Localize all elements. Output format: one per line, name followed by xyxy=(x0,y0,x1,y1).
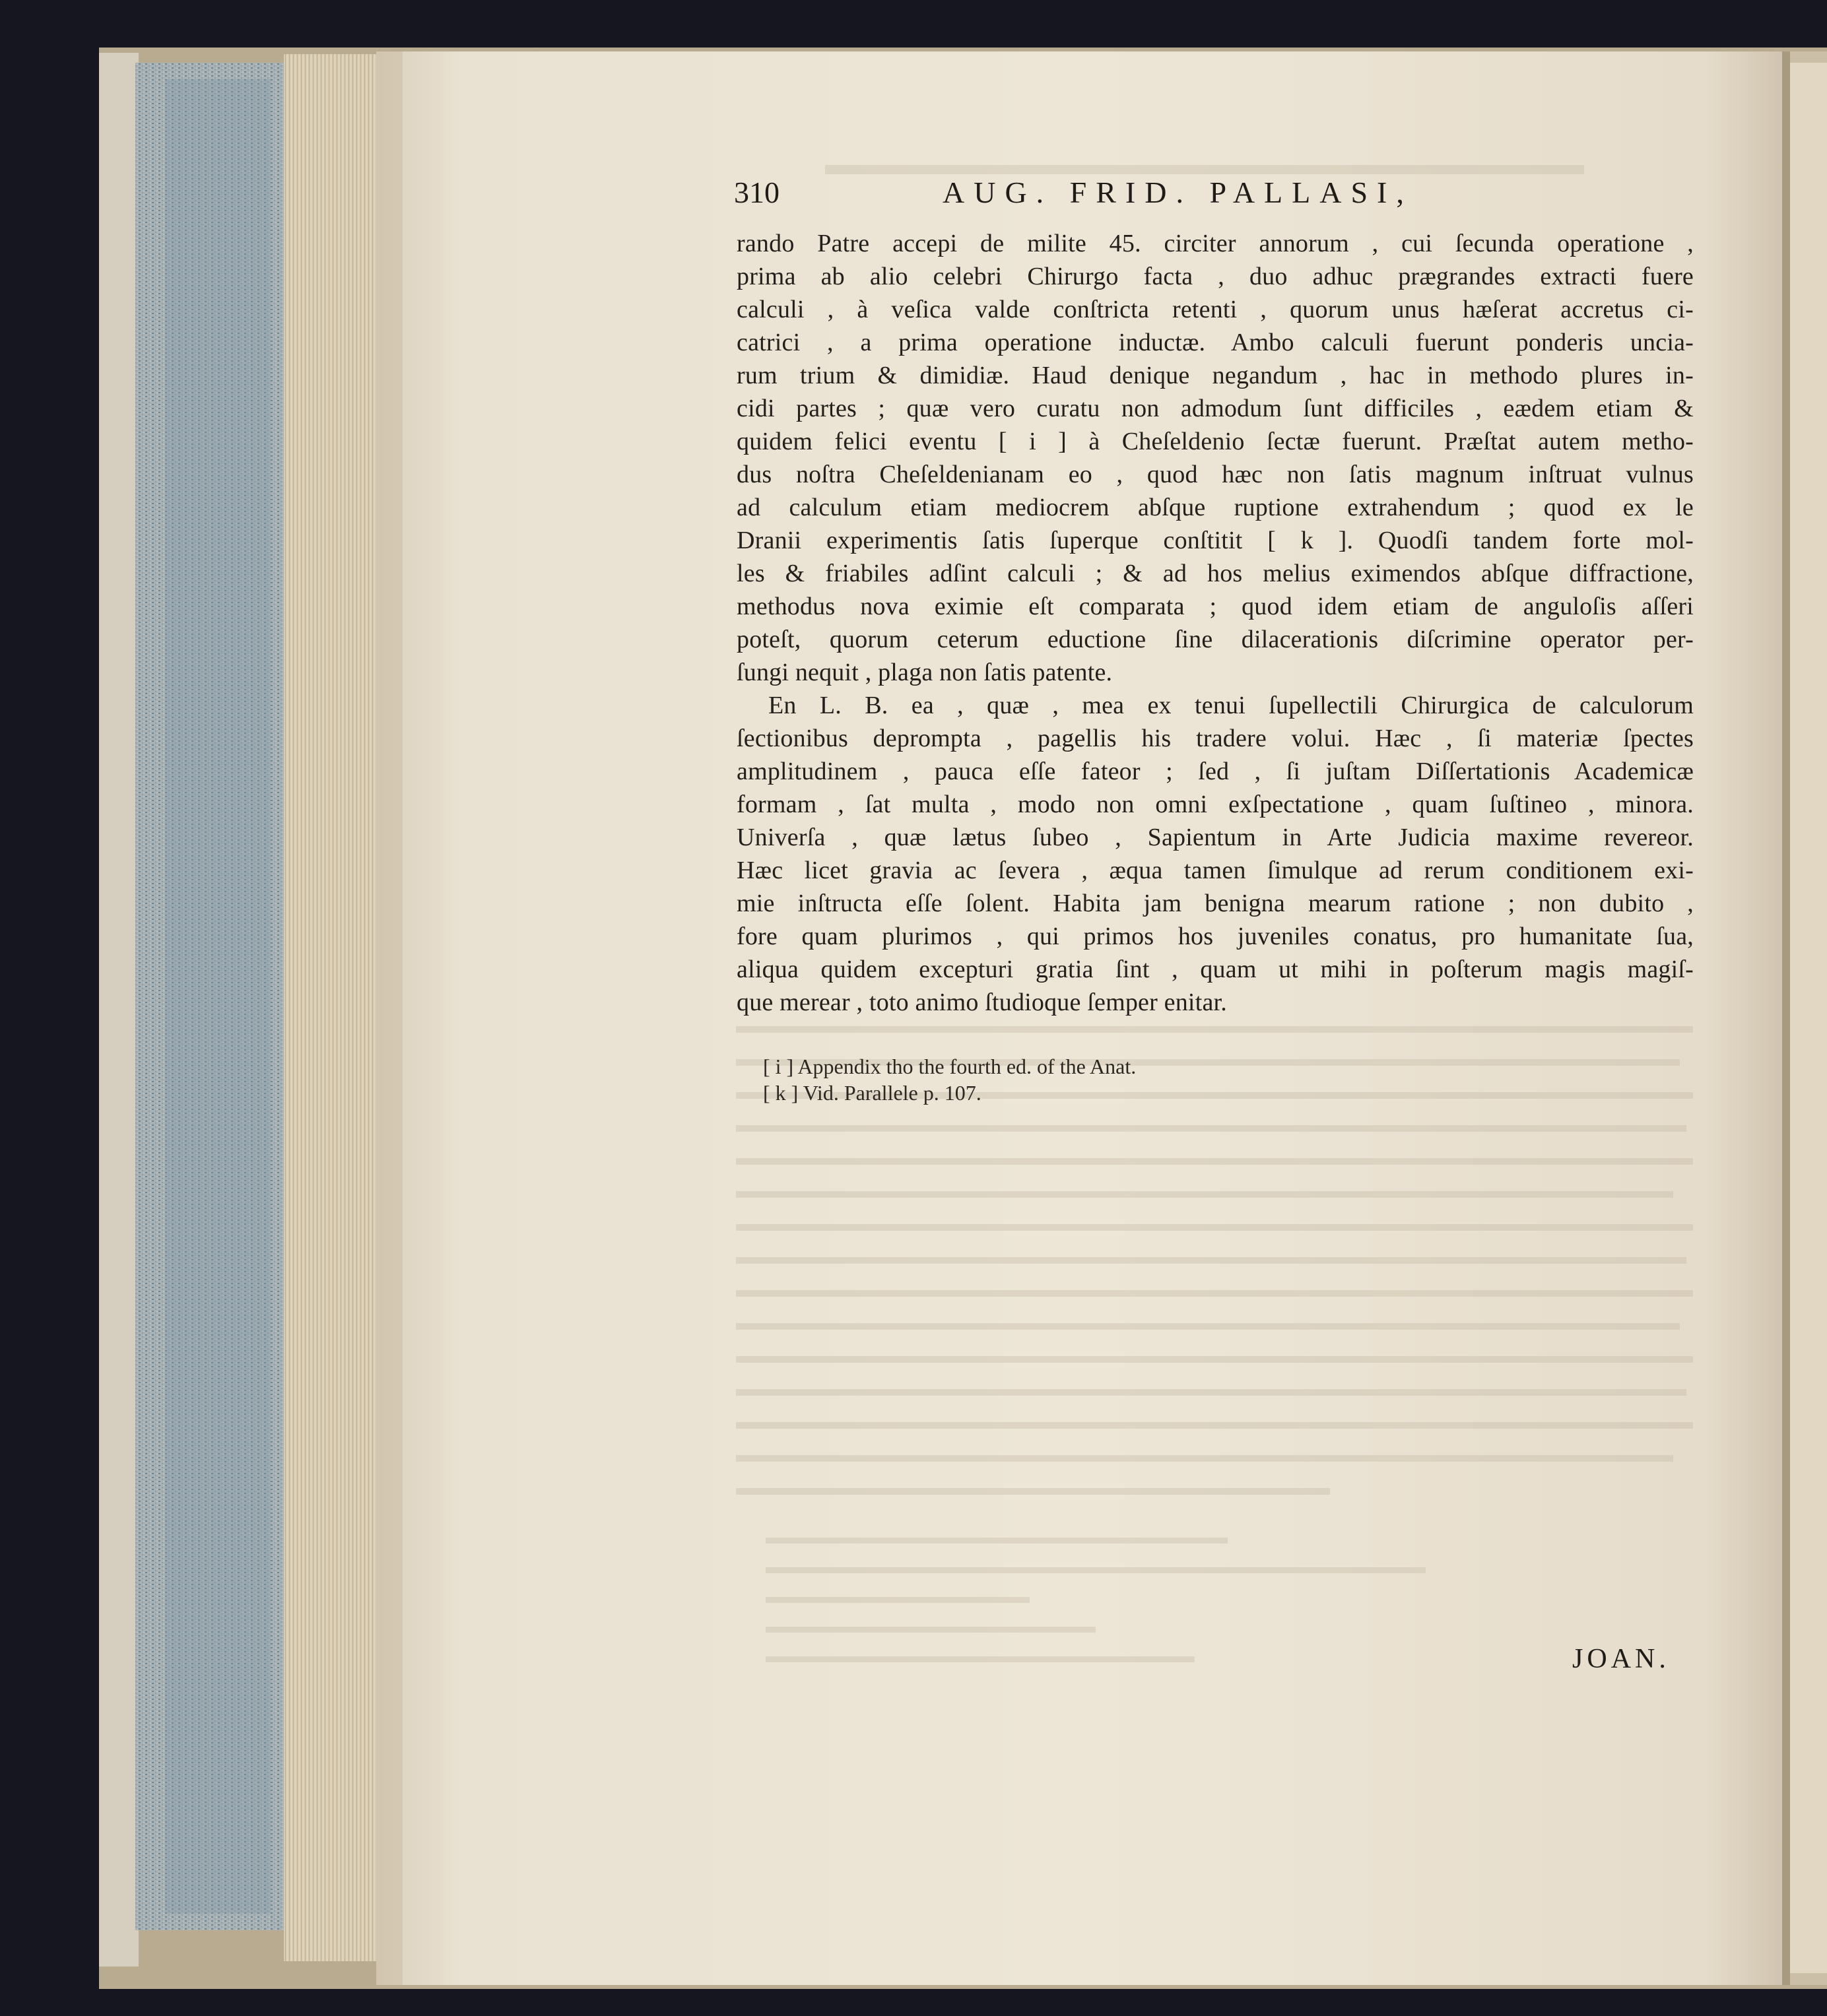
body-line: que merear , toto animo ſtudioque ſemper enitar. xyxy=(737,989,1227,1016)
body-line: mie inſtructa eſſe ſolent. Habita jam benigna mearum ratione ; non dubito , xyxy=(737,890,1694,917)
body-line: formam , ſat multa , modo non omni exſpectatione , quam ſuſtineo , minora. xyxy=(737,791,1694,818)
body-line: cidi partes ; quæ vero curatu non admodum ſunt difficiles , eædem etiam & xyxy=(737,395,1694,422)
body-line: aliqua quidem excepturi gratia ſint , quam ut mihi in poſterum magis magiſ- xyxy=(737,956,1694,983)
body-line: Dranii experimentis ſatis ſuperque conſtitit [ k ]. Quodſi tandem forte mol- xyxy=(737,527,1694,554)
running-head: AUG. FRID. PALLASI, xyxy=(943,176,1413,209)
body-line: En L. B. ea , quæ , mea ex tenui ſupellectili Chirurgica de calculorum xyxy=(768,692,1694,719)
body-line: dus noſtra Cheſeldenianam eo , quod hæc non ſatis magnum inſtruat vulnus xyxy=(737,461,1694,488)
footnote-i: [ i ] Appendix tho the fourth ed. of the Anat. xyxy=(763,1055,1137,1078)
footnote-k: [ k ] Vid. Parallele p. 107. xyxy=(763,1081,981,1105)
body-line: ſectionibus deprompta , pagellis his tradere volui. Hæc , ſi materiæ ſpectes xyxy=(737,725,1694,752)
catchword: JOAN. xyxy=(1572,1644,1670,1674)
body-line: methodus nova eximie eſt comparata ; quod idem etiam de angulοſis aſſeri xyxy=(737,593,1694,620)
page-number: 310 xyxy=(734,176,780,209)
body-line: catrici , a prima operatione inductæ. Ambo calculi fuerunt ponderis uncia- xyxy=(737,329,1694,356)
body-line: rum trium & dimidiæ. Haud denique negandum , hac in methodo plures in- xyxy=(737,362,1694,389)
body-line: ſungi nequit , plaga non ſatis patente. xyxy=(737,659,1113,686)
body-line: rando Patre accepi de milite 45. circiter annorum , cui ſecunda operatione , xyxy=(737,230,1694,257)
body-line: Hæc licet gravia ac ſevera , æqua tamen ſimulque ad rerum conditionem exi- xyxy=(737,857,1694,884)
body-line: les & friabiles adſint calculi ; & ad hos melius eximendos abſque diffractione, xyxy=(737,560,1694,587)
body-line: poteſt, quorum ceterum eductione ſine dilacerationis diſcrimine operator per- xyxy=(737,626,1694,653)
body-line: amplitudinem , pauca eſſe fateor ; ſed , ſi juſtam Diſſertationis Academicæ xyxy=(737,758,1694,785)
body-line: quidem felici eventu [ i ] à Cheſeldenio ſectæ fuerunt. Præſtat autem metho- xyxy=(737,428,1694,455)
body-line: ad calculum etiam mediocrem abſque ruptione extrahendum ; quod ex le xyxy=(737,494,1694,521)
body-line: Univerſa , quæ lætus ſubeo , Sapientum in Arte Judicia maxime revereor. xyxy=(737,824,1694,851)
body-line: fore quam plurimos , qui primos hos juveniles conatus, pro humanitate ſua, xyxy=(737,923,1694,950)
body-line: calculi , à veſica valde conſtricta retenti , quorum unus hæſerat accretus ci- xyxy=(737,296,1694,323)
body-line: prima ab alio celebri Chirurgo facta , duo adhuc prægrandes extracti fuere xyxy=(737,263,1694,290)
